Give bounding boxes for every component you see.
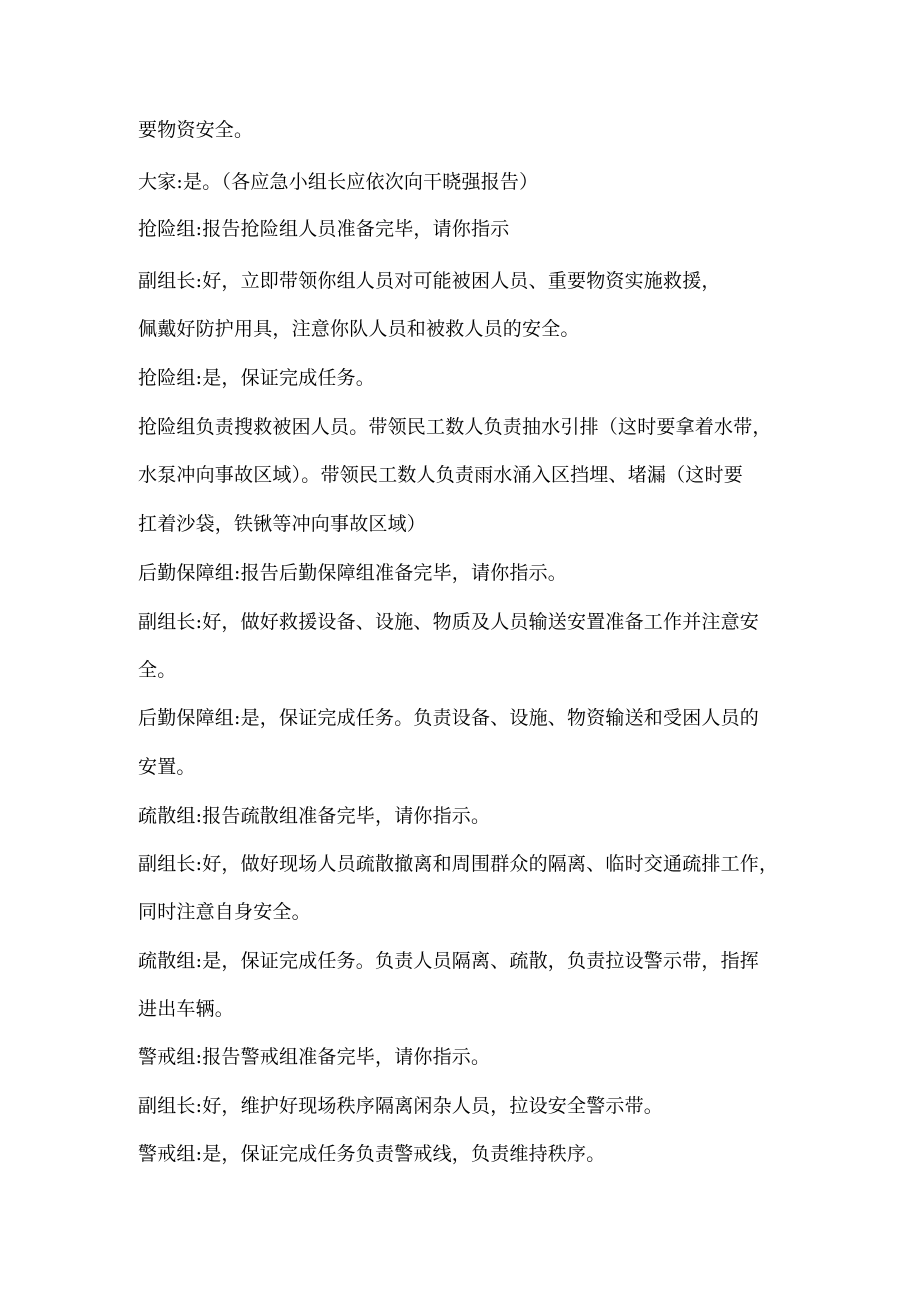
text-line: 疏散组:是，保证完成任务。负责人员隔离、疏散，负责拉设警示带，指挥 [138, 950, 760, 972]
text-line: 全。 [138, 659, 177, 681]
text-line: 抢险组:报告抢险组人员准备完毕，请你指示 [138, 218, 510, 240]
text-line: 同时注意自身安全。 [138, 901, 311, 923]
text-line: 副组长:好，做好现场人员疏散撤离和周围群众的隔离、临时交通疏排工作， [138, 853, 779, 875]
text-line: 后勤保障组:是，保证完成任务。负责设备、设施、物资输送和受困人员的 [138, 707, 760, 729]
text-line: 副组长:好，做好救援设备、设施、物质及人员输送安置准备工作并注意安 [138, 611, 760, 633]
text-line: 安置。 [138, 756, 196, 778]
text-line: 抢险组:是，保证完成任务。 [138, 367, 376, 389]
text-line: 警戒组:报告警戒组准备完毕，请你指示。 [138, 1046, 491, 1068]
text-line: 副组长:好，维护好现场秩序隔离闲杂人员，拉设安全警示带。 [138, 1095, 664, 1117]
text-line: 佩戴好防护用具，注意你队人员和被救人员的安全。 [138, 318, 580, 340]
text-line: 疏散组:报告疏散组准备完毕，请你指示。 [138, 805, 491, 827]
text-line: 要物资安全。 [138, 119, 254, 141]
text-line: 扛着沙袋，铁锹等冲向事故区域） [138, 513, 427, 535]
text-line: 水泵冲向事故区域）。带领民工数人负责雨水涌入区挡埋、堵漏（这时要 [138, 464, 743, 486]
text-line: 后勤保障组:报告后勤保障组准备完毕，请你指示。 [138, 562, 568, 584]
text-line: 大家:是。（各应急小组长应依次向干晓强报告） [138, 171, 539, 193]
text-line: 副组长:好，立即带领你组人员对可能被困人员、重要物资实施救援， [138, 270, 721, 292]
text-line: 警戒组:是，保证完成任务负责警戒线，负责维持秩序。 [138, 1143, 606, 1165]
text-line: 抢险组负责搜救被困人员。带领民工数人负责抽水引排（这时要拿着水带， [138, 416, 772, 438]
text-line: 进出车辆。 [138, 998, 235, 1020]
